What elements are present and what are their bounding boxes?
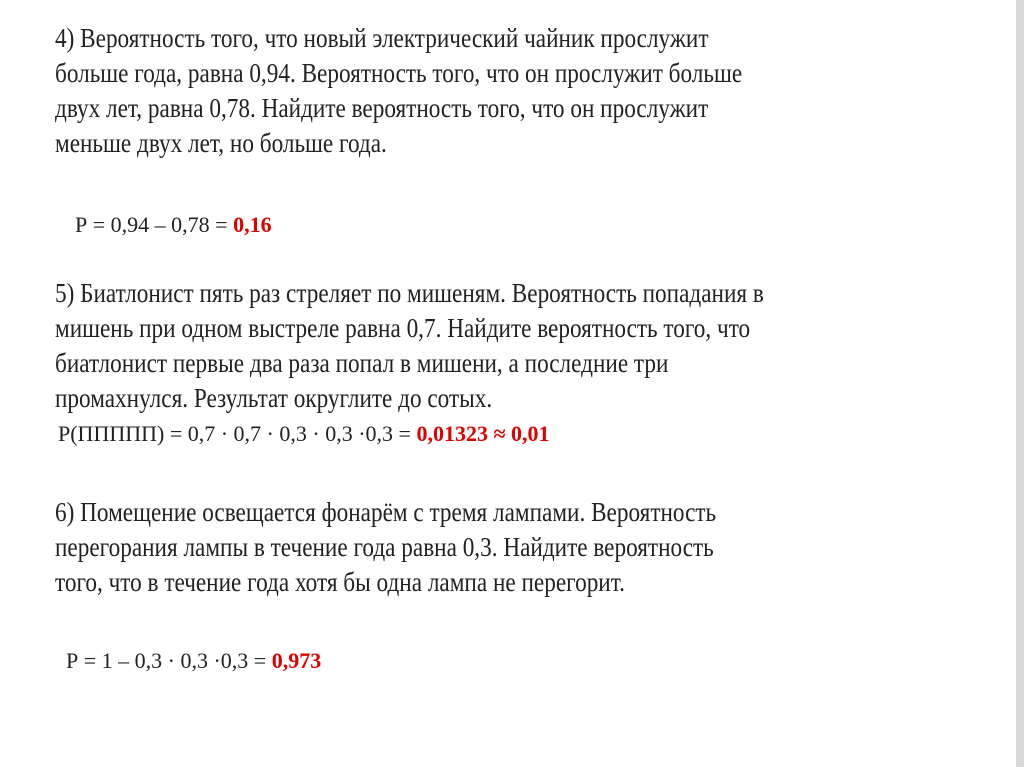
problem-4-line-3: двух лет, равна 0,78. Найдите вероятность того, что он прослужит <box>55 93 709 123</box>
problem-5-line-2: мишень при одном выстреле равна 0,7. Найдите вероятность того, что <box>55 313 751 343</box>
problem-5-line-3: биатлонист первые два раза попал в мишени, а последние три <box>55 348 669 378</box>
problem-4-text <box>55 21 742 161</box>
problem-4-line-2: больше года, равна 0,94. Вероятность того, что он прослужит больше <box>55 58 743 88</box>
problem-4-formula: Р = 0,94 – 0,78 = <box>75 212 234 237</box>
problem-5-formula: Р(ППППП) = 0,7 · 0,7 · 0,3 · 0,3 ·0,3 = <box>58 421 417 446</box>
problem-6-text <box>55 495 716 600</box>
problem-5-line-4: промахнулся. Результат округлите до сотых. <box>55 383 493 413</box>
problem-4-line-4: меньше двух лет, но больше года. <box>55 128 387 158</box>
problem-6-solution <box>66 647 321 675</box>
problem-5-text <box>55 276 764 416</box>
problem-6-answer: 0,973 <box>271 648 322 673</box>
problem-4-solution <box>75 211 272 239</box>
problem-4-answer: 0,16 <box>233 212 272 237</box>
problem-4-line-1: 4) Вероятность того, что новый электрический чайник прослужит <box>55 23 709 53</box>
problem-6-line-3: того, что в течение года хотя бы одна лампа не перегорит. <box>55 567 625 597</box>
problem-5-answer: 0,01323 ≈ 0,01 <box>416 421 550 446</box>
problem-6-line-1: 6) Помещение освещается фонарём с тремя лампами. Вероятность <box>55 497 717 527</box>
slide-frame-edge <box>1016 0 1024 767</box>
problem-6-formula: Р = 1 – 0,3 · 0,3 ·0,3 = <box>66 648 272 673</box>
problem-5-solution <box>58 420 550 448</box>
problem-6-line-2: перегорания лампы в течение года равна 0,3. Найдите вероятность <box>55 532 714 562</box>
problem-5-line-1: 5) Биатлонист пять раз стреляет по мишеням. Вероятность попадания в <box>55 278 764 308</box>
